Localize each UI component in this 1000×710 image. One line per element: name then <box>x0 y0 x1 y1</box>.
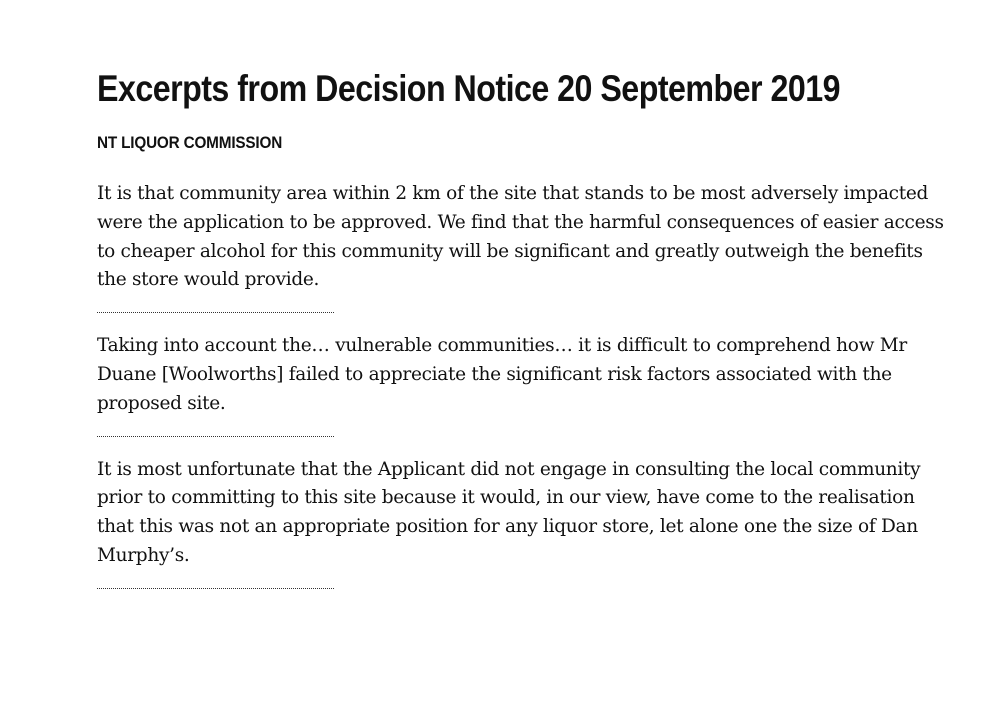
page-title: Excerpts from Decision Notice 20 September 2019 <box>97 68 840 109</box>
divider-1 <box>97 312 334 313</box>
excerpt-2: Taking into account the… vulnerable communities… it is difficult to comprehend how Mr Duane [Woolworths] failed to appreciate the significant risk factors associated with the proposed site. <box>97 335 907 414</box>
excerpt-3: It is most unfortunate that the Applicant did not engage in consulting the local community prior to committing to this site because it would, in our view, have come to the realisation that this was not an appropriate position for any liquor store, let alone one the size of Dan Murphy’s. <box>97 458 921 566</box>
excerpt-1: It is that community area within 2 km of the site that stands to be most adversely impacted were the application to be approved. We find that the harmful consequences of easier access to cheaper alcohol for this community will be significant and greatly outweigh the benefits the store would provide. <box>97 183 944 291</box>
document-page <box>97 66 957 608</box>
page-subtitle: NT LIQUOR COMMISSION <box>97 133 283 152</box>
divider-3 <box>97 588 334 589</box>
divider-2 <box>97 436 334 437</box>
